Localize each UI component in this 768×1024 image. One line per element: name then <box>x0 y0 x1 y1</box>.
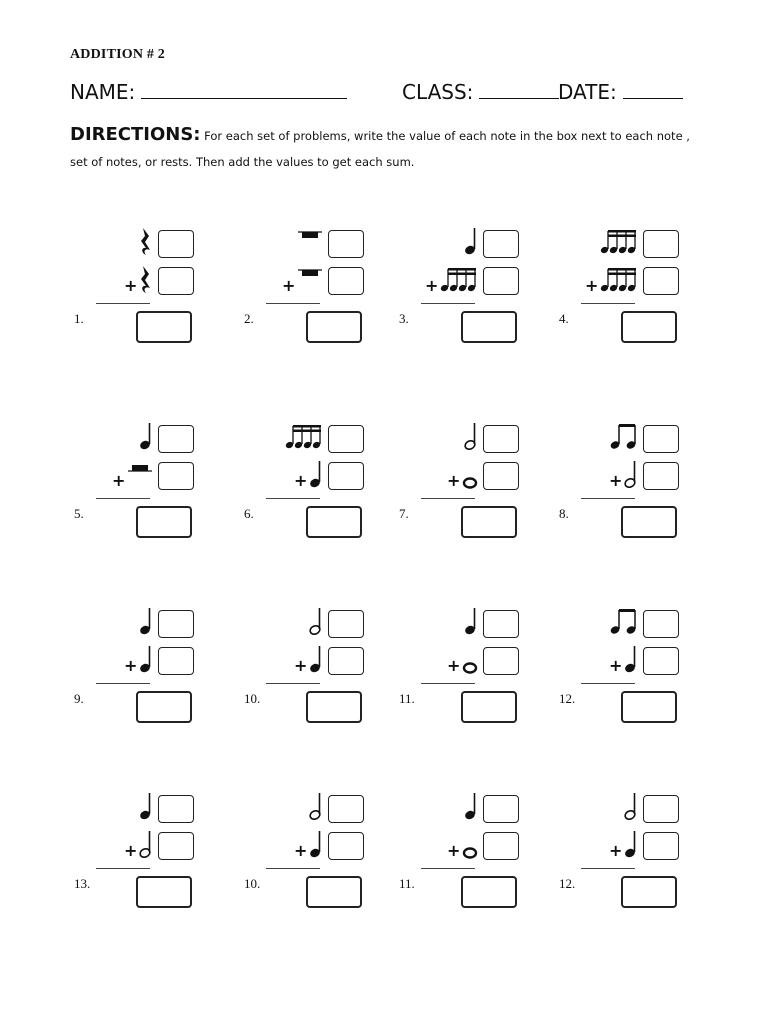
directions-paragraph <box>70 122 695 175</box>
top-value-box[interactable] <box>158 795 194 823</box>
name-field <box>70 80 347 104</box>
sum-answer-box[interactable] <box>461 691 517 723</box>
bottom-value-box[interactable] <box>158 267 194 295</box>
half-note-icon <box>140 831 152 859</box>
addition-problem <box>240 220 390 350</box>
bottom-value-box[interactable] <box>328 462 364 490</box>
half-note-icon <box>625 793 637 821</box>
half-note-icon <box>625 461 637 489</box>
quarter-note-icon <box>465 793 477 821</box>
problem-number: 11. <box>399 876 415 891</box>
sum-line <box>421 683 475 684</box>
addition-problem <box>395 415 545 545</box>
problem-number: 2. <box>244 311 254 326</box>
class-field <box>402 80 559 104</box>
top-value-box[interactable] <box>483 795 519 823</box>
sum-line <box>421 868 475 869</box>
sum-answer-box[interactable] <box>306 691 362 723</box>
addition-problem <box>395 220 545 350</box>
sum-line <box>421 498 475 499</box>
bottom-value-box[interactable] <box>483 462 519 490</box>
top-value-box[interactable] <box>328 425 364 453</box>
top-value-box[interactable] <box>643 230 679 258</box>
sum-line <box>96 498 150 499</box>
bottom-value-box[interactable] <box>158 647 194 675</box>
four-sixteenth-notes-icon <box>441 266 477 294</box>
sum-answer-box[interactable] <box>136 311 192 343</box>
top-value-box[interactable] <box>643 795 679 823</box>
quarter-note-icon <box>625 646 637 674</box>
plus-sign: + <box>124 841 138 860</box>
plus-sign: + <box>447 841 461 860</box>
plus-sign: + <box>282 276 296 295</box>
top-value-box[interactable] <box>158 610 194 638</box>
whole-note-icon <box>463 461 477 489</box>
half-note-icon <box>465 423 477 451</box>
problem-number: 8. <box>559 506 569 521</box>
problem-number: 4. <box>559 311 569 326</box>
quarter-note-icon <box>465 608 477 636</box>
addition-problem <box>70 600 220 730</box>
plus-sign: + <box>112 471 126 490</box>
sum-answer-box[interactable] <box>136 691 192 723</box>
problem-number: 11. <box>399 691 415 706</box>
quarter-note-icon <box>140 646 152 674</box>
sum-answer-box[interactable] <box>306 506 362 538</box>
problem-number: 12. <box>559 691 576 706</box>
plus-sign: + <box>447 471 461 490</box>
problem-number: 12. <box>559 876 576 891</box>
quarter-note-icon <box>465 228 477 256</box>
sum-answer-box[interactable] <box>461 506 517 538</box>
bottom-value-box[interactable] <box>158 462 194 490</box>
sum-line <box>96 303 150 304</box>
top-value-box[interactable] <box>483 425 519 453</box>
class-label: CLASS: <box>402 80 474 104</box>
bottom-value-box[interactable] <box>328 647 364 675</box>
addition-problem <box>70 415 220 545</box>
addition-problem <box>70 785 220 915</box>
whole-note-icon <box>463 646 477 674</box>
plus-sign: + <box>294 841 308 860</box>
problem-number: 5. <box>74 506 84 521</box>
sum-answer-box[interactable] <box>621 311 677 343</box>
sum-answer-box[interactable] <box>306 876 362 908</box>
problem-number: 13. <box>74 876 91 891</box>
plus-sign: + <box>124 276 138 295</box>
bottom-value-box[interactable] <box>483 647 519 675</box>
sum-answer-box[interactable] <box>461 876 517 908</box>
top-value-box[interactable] <box>158 230 194 258</box>
sum-answer-box[interactable] <box>621 506 677 538</box>
date-blank-line[interactable] <box>623 80 683 99</box>
four-sixteenth-notes-icon <box>601 266 637 294</box>
sum-line <box>266 498 320 499</box>
top-value-box[interactable] <box>328 230 364 258</box>
sum-line <box>266 868 320 869</box>
problem-number: 10. <box>244 691 261 706</box>
class-blank-line[interactable] <box>479 80 559 99</box>
addition-problem <box>240 785 390 915</box>
problem-number: 10. <box>244 876 261 891</box>
top-value-box[interactable] <box>643 610 679 638</box>
bottom-value-box[interactable] <box>328 267 364 295</box>
whole-rest-icon <box>298 228 322 256</box>
whole-note-icon <box>463 831 477 859</box>
addition-problem <box>395 600 545 730</box>
bottom-value-box[interactable] <box>643 462 679 490</box>
bottom-value-box[interactable] <box>643 647 679 675</box>
plus-sign: + <box>425 276 439 295</box>
quarter-note-icon <box>140 608 152 636</box>
quarter-note-icon <box>140 423 152 451</box>
four-sixteenth-notes-icon <box>601 228 637 256</box>
bottom-value-box[interactable] <box>483 267 519 295</box>
sum-answer-box[interactable] <box>136 506 192 538</box>
bottom-value-box[interactable] <box>643 832 679 860</box>
four-sixteenth-notes-icon <box>286 423 322 451</box>
quarter-note-icon <box>310 461 322 489</box>
bottom-value-box[interactable] <box>158 832 194 860</box>
sum-line <box>581 498 635 499</box>
quarter-note-icon <box>140 793 152 821</box>
directions-text: For each set of problems, write the value of each note in the box next to each note , set of notes, or rests. Then add the values to get each sum. <box>70 129 690 169</box>
date-field <box>558 80 683 104</box>
sum-answer-box[interactable] <box>136 876 192 908</box>
quarter-rest-icon <box>140 266 152 294</box>
quarter-rest-icon <box>140 228 152 256</box>
top-value-box[interactable] <box>483 230 519 258</box>
sum-line <box>96 683 150 684</box>
date-label: DATE: <box>558 80 617 104</box>
plus-sign: + <box>294 656 308 675</box>
sum-answer-box[interactable] <box>306 311 362 343</box>
sum-line <box>266 303 320 304</box>
two-eighth-notes-icon <box>611 423 637 451</box>
top-value-box[interactable] <box>328 795 364 823</box>
sum-line <box>581 303 635 304</box>
addition-problem <box>555 600 705 730</box>
quarter-note-icon <box>625 831 637 859</box>
whole-rest-icon <box>298 266 322 294</box>
top-value-box[interactable] <box>328 610 364 638</box>
half-note-icon <box>310 793 322 821</box>
addition-problem <box>555 220 705 350</box>
problem-number: 3. <box>399 311 409 326</box>
sum-line <box>96 868 150 869</box>
problem-number: 6. <box>244 506 254 521</box>
plus-sign: + <box>609 471 623 490</box>
sum-line <box>581 683 635 684</box>
bottom-value-box[interactable] <box>643 267 679 295</box>
sum-answer-box[interactable] <box>461 311 517 343</box>
addition-problem <box>240 415 390 545</box>
problem-number: 7. <box>399 506 409 521</box>
sum-answer-box[interactable] <box>621 691 677 723</box>
plus-sign: + <box>609 656 623 675</box>
addition-problem <box>70 220 220 350</box>
quarter-note-icon <box>310 646 322 674</box>
top-value-box[interactable] <box>158 425 194 453</box>
plus-sign: + <box>294 471 308 490</box>
problem-number: 9. <box>74 691 84 706</box>
name-blank-line[interactable] <box>141 80 347 99</box>
addition-problem <box>395 785 545 915</box>
half-rest-icon <box>128 461 152 489</box>
name-label: NAME: <box>70 80 136 104</box>
plus-sign: + <box>447 656 461 675</box>
half-note-icon <box>310 608 322 636</box>
sum-answer-box[interactable] <box>621 876 677 908</box>
addition-problem <box>555 785 705 915</box>
top-value-box[interactable] <box>483 610 519 638</box>
directions-label: DIRECTIONS: <box>70 124 201 145</box>
sum-line <box>266 683 320 684</box>
addition-problem <box>555 415 705 545</box>
sum-line <box>421 303 475 304</box>
plus-sign: + <box>609 841 623 860</box>
addition-problem <box>240 600 390 730</box>
top-value-box[interactable] <box>643 425 679 453</box>
bottom-value-box[interactable] <box>483 832 519 860</box>
plus-sign: + <box>124 656 138 675</box>
two-eighth-notes-icon <box>611 608 637 636</box>
bottom-value-box[interactable] <box>328 832 364 860</box>
worksheet-title: ADDITION # 2 <box>70 47 165 62</box>
plus-sign: + <box>585 276 599 295</box>
quarter-note-icon <box>310 831 322 859</box>
sum-line <box>581 868 635 869</box>
problem-number: 1. <box>74 311 84 326</box>
